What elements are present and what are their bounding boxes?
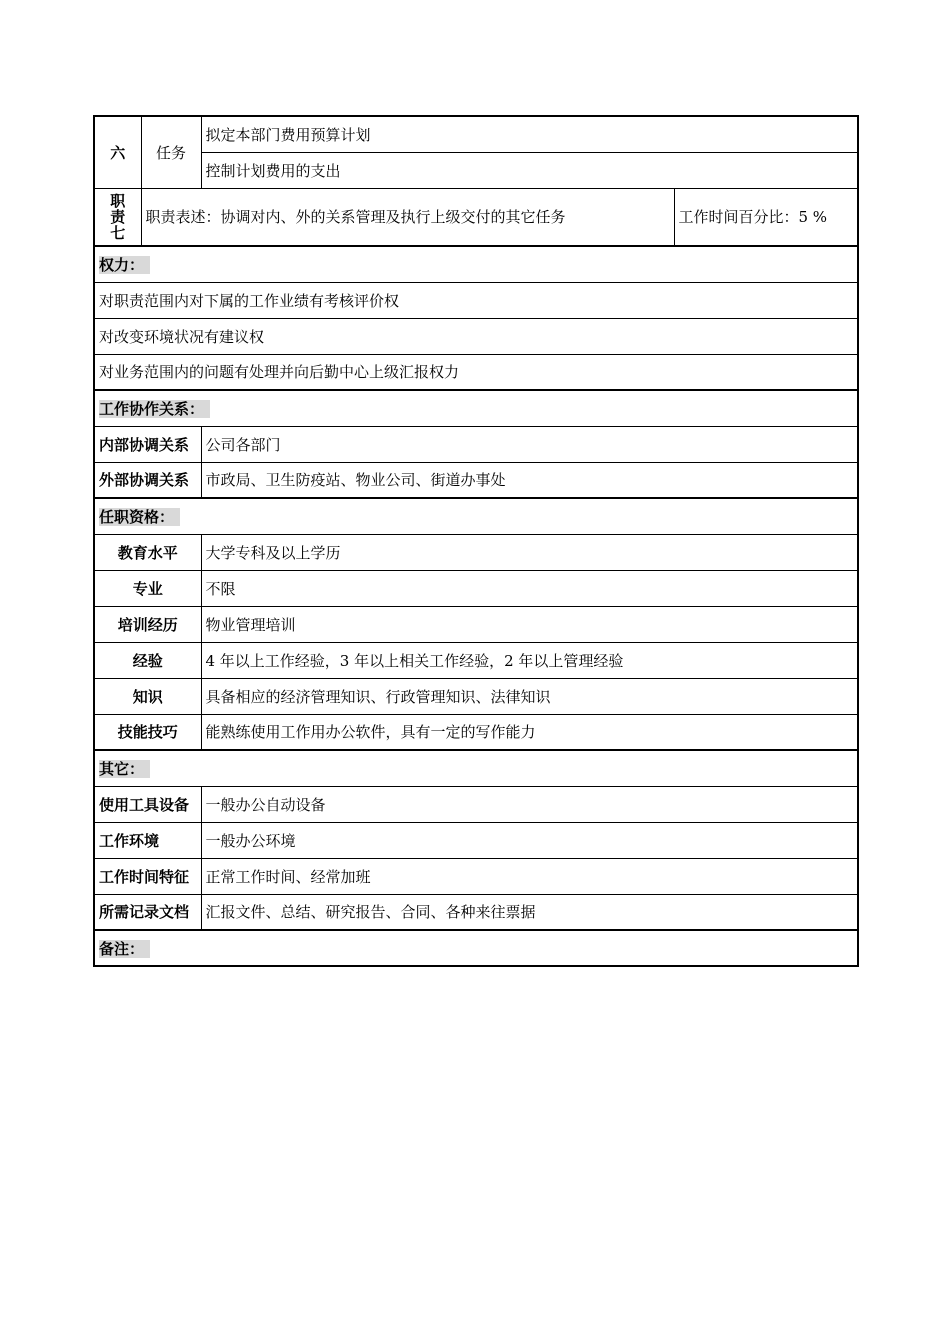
cooperation-label: 外部协调关系	[94, 462, 201, 498]
duty7-label: 职 责 七	[94, 188, 141, 246]
duty6-task-1: 拟定本部门费用预算计划	[201, 116, 858, 152]
authority-item: 对改变环境状况有建议权	[94, 318, 858, 354]
other-label: 所需记录文档	[94, 894, 201, 930]
notes-title: 备注：	[94, 930, 858, 966]
qualification-label: 教育水平	[94, 534, 201, 570]
qualification-title: 任职资格：	[94, 498, 858, 534]
duty7-time-percent: 工作时间百分比：5 %	[674, 188, 858, 246]
other-title: 其它：	[94, 750, 858, 786]
qualification-value: 大学专科及以上学历	[201, 534, 858, 570]
cooperation-label: 内部协调关系	[94, 426, 201, 462]
qualification-value: 4 年以上工作经验，3 年以上相关工作经验，2 年以上管理经验	[201, 642, 858, 678]
authority-title: 权力：	[94, 246, 858, 282]
other-value: 正常工作时间、经常加班	[201, 858, 858, 894]
qualification-value: 物业管理培训	[201, 606, 858, 642]
duty6-task-label: 任务	[141, 116, 201, 188]
cooperation-title: 工作协作关系：	[94, 390, 858, 426]
other-label: 工作时间特征	[94, 858, 201, 894]
duty6-number: 六	[94, 116, 141, 188]
qualification-label: 培训经历	[94, 606, 201, 642]
authority-item: 对职责范围内对下属的工作业绩有考核评价权	[94, 282, 858, 318]
qualification-value: 能熟练使用工作用办公软件，具有一定的写作能力	[201, 714, 858, 750]
qualification-value: 具备相应的经济管理知识、行政管理知识、法律知识	[201, 678, 858, 714]
other-value: 一般办公自动设备	[201, 786, 858, 822]
other-value: 一般办公环境	[201, 822, 858, 858]
cooperation-value: 市政局、卫生防疫站、物业公司、街道办事处	[201, 462, 858, 498]
authority-item: 对业务范围内的问题有处理并向后勤中心上级汇报权力	[94, 354, 858, 390]
other-label: 使用工具设备	[94, 786, 201, 822]
duty7-description: 职责表述：协调对内、外的关系管理及执行上级交付的其它任务	[141, 188, 674, 246]
other-label: 工作环境	[94, 822, 201, 858]
qualification-value: 不限	[201, 570, 858, 606]
qualification-label: 经验	[94, 642, 201, 678]
other-value: 汇报文件、总结、研究报告、合同、各种来往票据	[201, 894, 858, 930]
qualification-label: 技能技巧	[94, 714, 201, 750]
qualification-label: 知识	[94, 678, 201, 714]
job-description-table	[93, 115, 857, 967]
cooperation-value: 公司各部门	[201, 426, 858, 462]
qualification-label: 专业	[94, 570, 201, 606]
duty6-task-2: 控制计划费用的支出	[201, 152, 858, 188]
